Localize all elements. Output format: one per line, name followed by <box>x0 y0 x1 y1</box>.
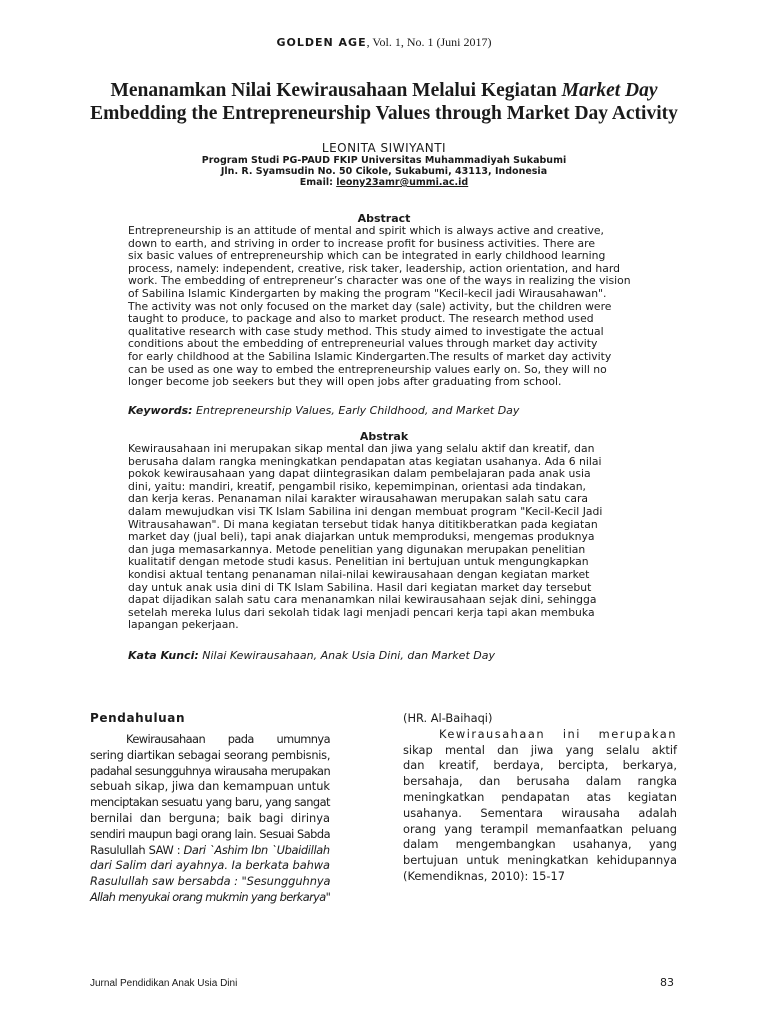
text-line: bersahaja, dan berusaha dalam rangka <box>403 774 677 789</box>
abstract-line: The activity was not only focused on the market day (sale) activity, but the children were <box>128 299 612 313</box>
abstract-indonesian-body <box>128 443 640 632</box>
text-line: bernilai dan berguna; baik bagi dirinya <box>90 810 330 825</box>
abstract-english-body <box>128 225 640 389</box>
abstract-line: setelah mereka lulus dari sekolah tidak lagi menjadi pencari kerja tapi akan membuka <box>128 605 595 619</box>
abstract-line: Kewirausahaan ini merupakan sikap mental dan jiwa yang selalu aktif dan kreatif, dan <box>128 442 595 455</box>
keywords-label: Keywords: <box>128 404 193 417</box>
text-line: orang yang terampil memanfaatkan peluang <box>403 821 677 836</box>
abstract-line: dan kerja keras. Penanaman nilai karakter wirausahawan merupakan salah satu cara <box>128 492 589 506</box>
journal-name: GOLDEN AGE <box>276 36 367 49</box>
abstract-line: lapangan pekerjaan. <box>128 618 239 632</box>
text-line: padahal sesungguhnya wirausaha merupakan <box>90 763 331 778</box>
footer-journal-name: Jurnal Pendidikan Anak Usia Dini <box>90 978 238 989</box>
text-line: (Kemendiknas, 2010): 15-17 <box>403 868 566 883</box>
abstract-line: conditions about the embedding of entrepreneurial values through market day activity <box>128 337 598 351</box>
title-indonesian-main: Menanamkan Nilai Kewirausahaan Melalui Kegiatan <box>110 80 562 101</box>
author-name: LEONITA SIWIYANTI <box>321 141 447 155</box>
abstract-line: berusaha dalam rangka meningkatkan pendapatan atas kegiatan usahanya. Ada 6 nilai <box>128 454 602 468</box>
abstract-line: dini, yaitu: mandiri, kreatif, pengambil risiko, kepemimpinan, orientasi ada tindakan, <box>128 479 586 493</box>
text-line: Kewirausahaan pada umumnya <box>126 732 330 746</box>
text-line: sikap mental dan jiwa yang selalu aktif <box>403 742 677 757</box>
intro-left-column <box>90 732 330 906</box>
intro-right-column <box>403 711 677 885</box>
abstract-line: dalam mewujudkan visi TK Islam Sabilina ini dengan membuat program "Kecil-Kecil Jadi <box>128 504 603 518</box>
text-line: Kewirausahaan ini merupakan <box>439 726 677 741</box>
text-fragment-italic: Rasulullah saw bersabda : "Sesungguhnya <box>90 874 331 889</box>
text-line: sebuah sikap, jiwa dan kemampuan untuk <box>90 779 330 794</box>
abstract-line: taught to produce, to package and also to market product. The research method used <box>128 312 594 326</box>
abstract-line: work. The embedding of entrepreneur’s character was one of the ways in realizing the vision <box>128 274 631 288</box>
author-address: Jln. R. Syamsudin No. 50 Cikole, Sukabumi, 43113, Indonesia <box>220 166 548 177</box>
abstract-line: dapat dijadikan salah satu cara menanamkan nilai kewirausahaan sejak dini, sehingga <box>128 593 597 607</box>
abstract-heading: Abstract <box>357 212 411 225</box>
abstract-line: longer become job seekers but they will open jobs after graduating from school. <box>128 375 562 389</box>
text-line: (HR. Al-Baihaqi) <box>403 711 493 725</box>
text-line <box>90 890 330 906</box>
kata-kunci-label: Kata Kunci: <box>128 649 199 662</box>
journal-volume: , Vol. 1, No. 1 (Juni 2017) <box>366 35 492 49</box>
text-line: sendiri maupun bagi orang lain. Sesuai Sabda <box>90 826 331 841</box>
text-line: sering diartikan sebagai seorang pembisnis, <box>90 747 331 762</box>
text-line: usahanya. Sementara wirausaha adalah <box>403 805 677 820</box>
abstract-line: of Sabilina Islamic Kindergarten by making the program "Kecil-kecil jadi Wirausahawan". <box>128 286 607 300</box>
abstract-line: down to earth, and striving in order to increase profit for business activities. There are <box>128 236 595 250</box>
abstract-line: can be used as one way to embed the entrepreneurship values early on. So, they will no <box>128 362 607 376</box>
text-line: bertujuan untuk meningkatkan kehidupannya <box>403 853 677 868</box>
text-fragment-italic: dari Salim dari ayahnya. Ia berkata bahwa <box>90 858 330 873</box>
abstract-line: market day (jual beli), tapi anak diajarkan untuk memproduksi, mengemas produknya <box>128 530 595 544</box>
email-link[interactable]: leony23amr@ummi.ac.id <box>336 177 469 188</box>
abstract-line: pokok kewirausahaan yang dapat diintegrasikan dalam pembelajaran pada anak usia <box>128 467 591 481</box>
text-line <box>90 874 330 890</box>
abstract-line: kualitatif dengan metode studi kasus. Penelitian ini bertujuan untuk mengungkapkan <box>128 555 589 569</box>
abstract-line: Witrausahawan". Di mana kegiatan tersebut tidak hanya dititikberatkan pada kegiatan <box>128 517 598 531</box>
keywords-english <box>128 404 648 417</box>
text-fragment: Rasulullah SAW : <box>90 842 184 857</box>
running-header <box>0 35 768 50</box>
abstract-line: kondisi aktual tentang penanaman nilai-nilai kewirausahaan dengan kegiatan market <box>128 567 590 581</box>
text-line <box>90 843 330 859</box>
text-line: dalam mengembangkan usahanya, yang <box>403 837 677 852</box>
title-indonesian-italic: Market Day <box>561 80 658 101</box>
kata-kunci-value: Nilai Kewirausahaan, Anak Usia Dini, dan Market Day <box>198 649 495 662</box>
abstrak-heading: Abstrak <box>359 430 409 443</box>
abstract-line: six basic values of entrepreneurship which can be integrated in early childhood learning <box>128 249 606 263</box>
author-affiliation: Program Studi PG-PAUD FKIP Universitas Muhammadiyah Sukabumi <box>201 155 567 166</box>
text-line: meningkatkan pendapatan atas kegiatan <box>403 789 677 804</box>
abstract-line: process, namely: independent, creative, risk taker, leadership, action orientation, and hard <box>128 261 620 275</box>
abstract-line: Entrepreneurship is an attitude of mental and spirit which is always active and creative, <box>128 224 604 237</box>
title-indonesian <box>0 80 768 102</box>
text-fragment-italic: Allah menyukai orang mukmin yang berkarya" <box>90 889 331 904</box>
abstract-line: dan juga memasarkannya. Metode penelitian yang digunakan merupakan penelitian <box>128 542 586 556</box>
abstract-line: day untuk anak usia dini di TK Islam Sabilina. Hasil dari kegiatan market day tersebut <box>128 580 592 594</box>
text-line: menciptakan sesuatu yang baru, yang sangat <box>90 795 330 810</box>
keywords-value: Entrepreneurship Values, Early Childhood, and Market Day <box>192 404 520 417</box>
section-heading-pendahuluan: Pendahuluan <box>90 711 186 725</box>
keywords-indonesian <box>128 649 648 662</box>
author-email <box>0 177 768 188</box>
text-line: dan kreatif, berdaya, bercipta, berkarya, <box>403 758 677 773</box>
text-line <box>90 858 330 874</box>
email-label: Email: <box>299 177 337 188</box>
text-fragment-italic: Dari `Ashim Ibn `Ubaidillah <box>183 842 330 857</box>
title-english: Embedding the Entrepreneurship Values through Market Day Activity <box>90 103 678 124</box>
page-number: 83 <box>660 976 674 989</box>
abstract-line: for early childhood at the Sabilina Islamic Kindergarten.The results of market day activity <box>128 349 612 363</box>
abstract-line: qualitative research with case study method. This study aimed to investigate the actual <box>128 324 604 338</box>
